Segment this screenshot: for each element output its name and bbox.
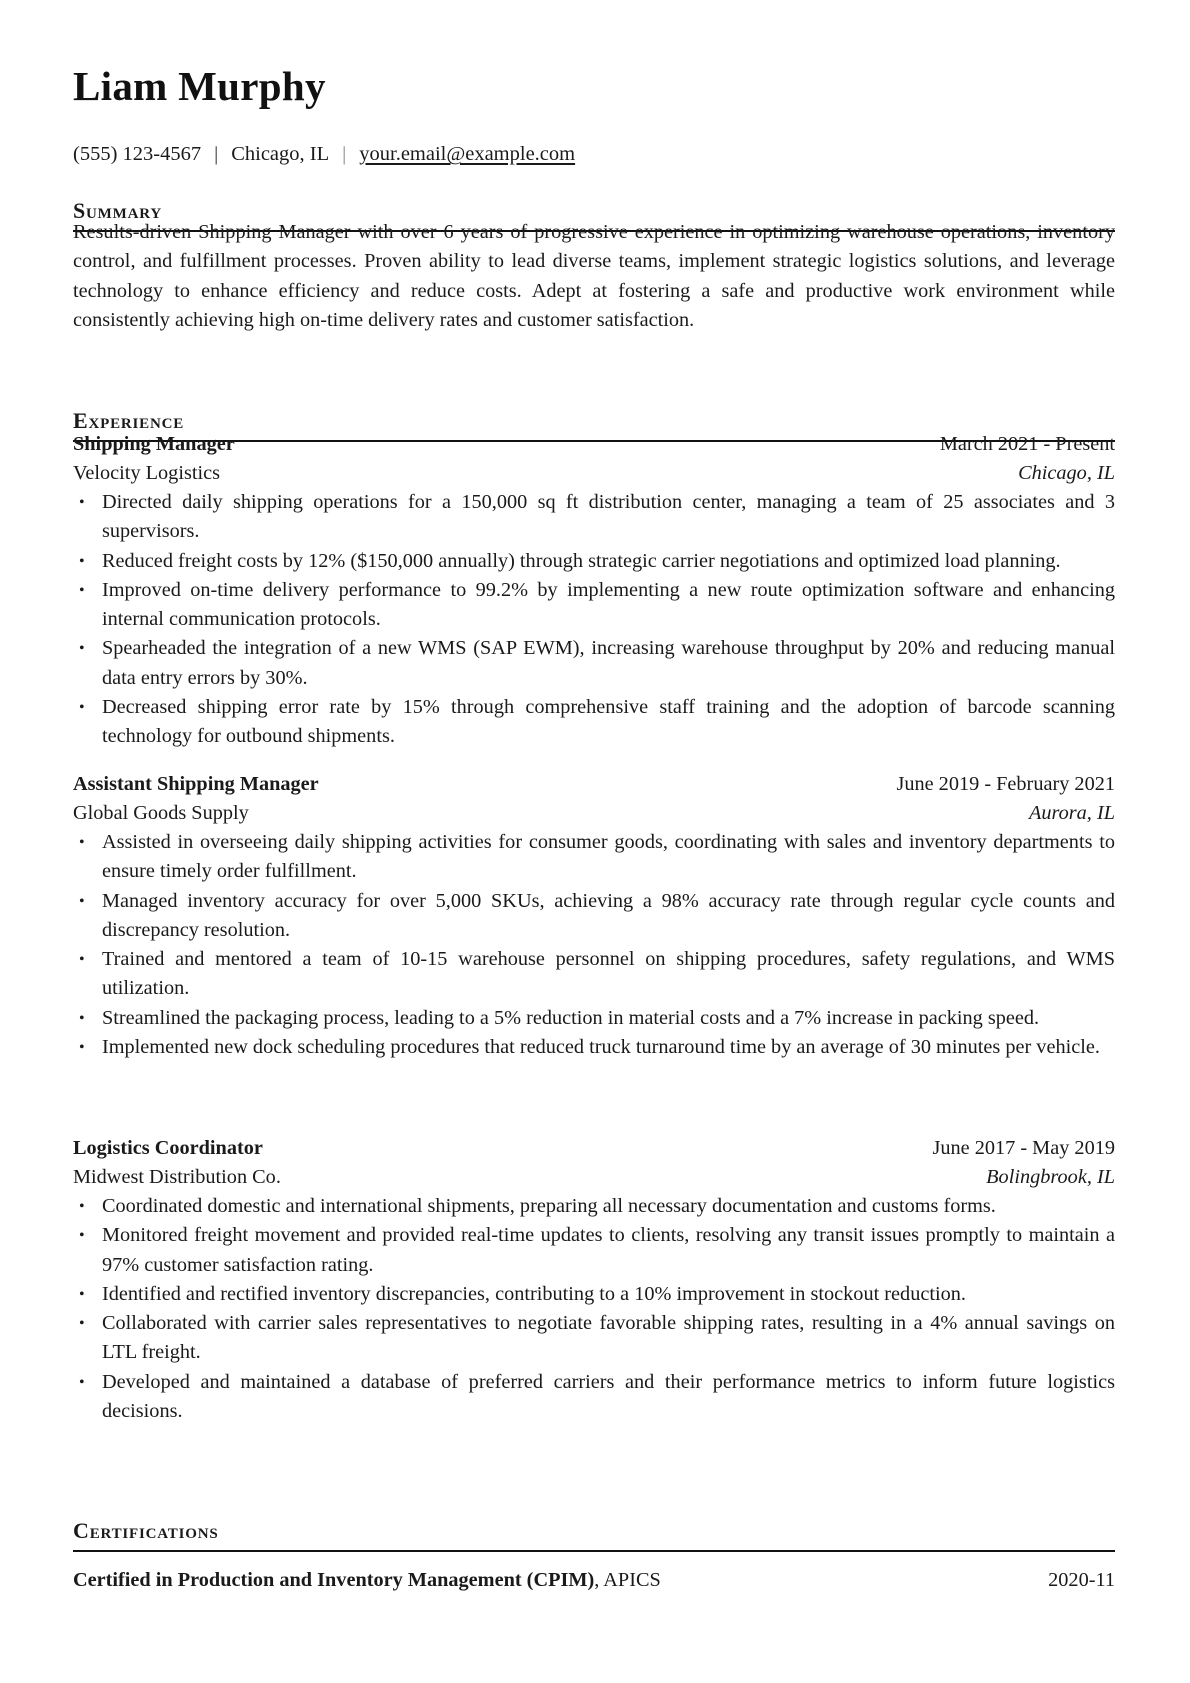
bullet-item (73, 887, 1115, 946)
job-header-row (73, 770, 1115, 799)
bullet-icon: • (79, 1039, 85, 1057)
company-name: Midwest Distribution Co. (73, 1166, 281, 1188)
bullet-icon: • (79, 834, 85, 851)
bullet-icon: • (79, 1315, 85, 1333)
certification-name: Certified in Production and Inventory Management (CPIM) (73, 1569, 595, 1591)
job-dates: June 2017 - May 2019 (932, 1137, 1115, 1159)
job-company-row (73, 1163, 1115, 1192)
separator: | (342, 143, 347, 165)
certification-issuer: , APICS (594, 1569, 661, 1591)
job-company-row (73, 459, 1115, 488)
job-location: Bolingbrook, IL (986, 1166, 1115, 1188)
bullet-text: Decreased shipping error rate by 15% through comprehensive staff training and the adoption of barcode scanning technology for outbound shipments. (102, 696, 1115, 748)
job-header-row (73, 430, 1115, 459)
bullet-text: Collaborated with carrier sales representatives to negotiate favorable shipping rates, resulting in a 4% annual savings on LTL freight. (102, 1312, 1115, 1364)
bullet-icon: • (79, 892, 85, 910)
bullet-icon: • (79, 699, 85, 717)
location: Chicago, IL (231, 143, 330, 165)
job-title: Assistant Shipping Manager (73, 773, 319, 795)
bullet-text: Trained and mentored a team of 10-15 warehouse personnel on shipping procedures, safety regulations, and WMS utilization. (102, 948, 1115, 1000)
bullet-icon: • (79, 1009, 85, 1027)
bullet-item (73, 1004, 1115, 1033)
certification-label (73, 1566, 661, 1595)
bullet-text: Streamlined the packaging process, leading to a 5% reduction in material costs and a 7% increase in packing speed. (102, 1006, 1040, 1029)
certification-item (73, 1566, 1115, 1595)
summary-paragraph: Results-driven Shipping Manager with over 6 years of progressive experience in optimizing warehouse operations, inventory control, and fulfillment processes. Proven ability to lead diverse teams, implement strategic logistics solutions, and leverage technology to enhance efficiency and reduce costs. Adept at fostering a safe and productive work environment while consistently achieving high on-time delivery rates and customer satisfaction. (73, 221, 1115, 331)
bullet-item (73, 1368, 1115, 1427)
section-heading-certifications (73, 1520, 1115, 1552)
bullet-item (73, 634, 1115, 693)
bullet-icon: • (79, 951, 85, 969)
company-name: Velocity Logistics (73, 462, 221, 484)
bullet-text: Developed and maintained a database of preferred carriers and their performance metrics to inform future logistics decisions. (102, 1370, 1115, 1423)
experience-entry (73, 770, 1115, 1062)
bullet-icon: • (79, 1198, 85, 1215)
bullet-item (73, 693, 1115, 752)
job-bullets (73, 488, 1115, 752)
experience-entry (73, 430, 1115, 752)
job-title: Logistics Coordinator (73, 1137, 263, 1159)
bullet-text: Monitored freight movement and provided real-time updates to clients, resolving any transit issues promptly to maintain a 97% customer satisfaction rating. (102, 1224, 1115, 1276)
section-heading-text: Experience (73, 408, 185, 433)
job-title: Shipping Manager (73, 433, 235, 455)
experience-entry (73, 1134, 1115, 1426)
bullet-text: Improved on-time delivery performance to 99.2% by implementing a new route optimization software and enhancing internal communication protocols. (102, 578, 1115, 631)
candidate-name: Liam Murphy (73, 63, 326, 109)
email-link[interactable]: your.email@example.com (359, 143, 576, 165)
job-bullets (73, 828, 1115, 1062)
job-dates: June 2019 - February 2021 (896, 773, 1115, 795)
bullet-item (73, 547, 1115, 576)
bullet-icon: • (79, 1373, 85, 1391)
bullet-text: Managed inventory accuracy for over 5,000 SKUs, achieving a 98% accuracy rate through regular cycle counts and discrepancy resolution. (102, 889, 1115, 941)
section-heading-text: Summary (73, 198, 162, 223)
bullet-icon: • (79, 581, 85, 599)
job-location: Chicago, IL (1018, 462, 1115, 484)
job-header-row (73, 1134, 1115, 1163)
certification-date: 2020-11 (1048, 1569, 1115, 1591)
bullet-item (73, 1221, 1115, 1280)
job-location: Aurora, IL (1028, 802, 1115, 824)
bullet-icon: • (79, 494, 85, 511)
bullet-item (73, 488, 1115, 547)
bullet-text: Coordinated domestic and international shipments, preparing all necessary documentation and customs forms. (102, 1195, 996, 1217)
bullet-text: Implemented new dock scheduling procedures that reduced truck turnaround time by an average of 30 minutes per vehicle. (102, 1036, 1100, 1059)
bullet-item (73, 945, 1115, 1004)
contact-line (73, 144, 575, 165)
bullet-text: Reduced freight costs by 12% ($150,000 annually) through strategic carrier negotiations and optimized load planning. (102, 549, 1061, 572)
bullet-item (73, 1033, 1115, 1062)
job-dates: March 2021 - Present (939, 433, 1115, 455)
separator: | (214, 143, 219, 165)
bullet-item (73, 1280, 1115, 1309)
bullet-icon: • (79, 1285, 85, 1303)
bullet-item (73, 1192, 1115, 1221)
bullet-text: Directed daily shipping operations for a 150,000 sq ft distribution center, managing a team of 25 associates and 3 supervisors. (102, 491, 1115, 543)
bullet-icon: • (79, 552, 85, 570)
bullet-icon: • (79, 640, 85, 658)
bullet-item (73, 1309, 1115, 1368)
bullet-text: Assisted in overseeing daily shipping activities for consumer goods, coordinating with sales and inventory departments to ensure timely order fulfillment. (102, 831, 1115, 883)
phone-number: (555) 123-4567 (73, 143, 202, 165)
company-name: Global Goods Supply (73, 802, 249, 824)
bullet-icon: • (79, 1227, 85, 1245)
bullet-item (73, 576, 1115, 635)
job-bullets (73, 1192, 1115, 1426)
bullet-text: Identified and rectified inventory discrepancies, contributing to a 10% improvement in stockout reduction. (102, 1282, 966, 1305)
bullet-text: Spearheaded the integration of a new WMS (SAP EWM), increasing warehouse throughput by 20% and reducing manual data entry errors by 30%. (102, 637, 1115, 689)
job-company-row (73, 799, 1115, 828)
section-heading-text: Certifications (73, 1518, 219, 1543)
bullet-item (73, 828, 1115, 887)
